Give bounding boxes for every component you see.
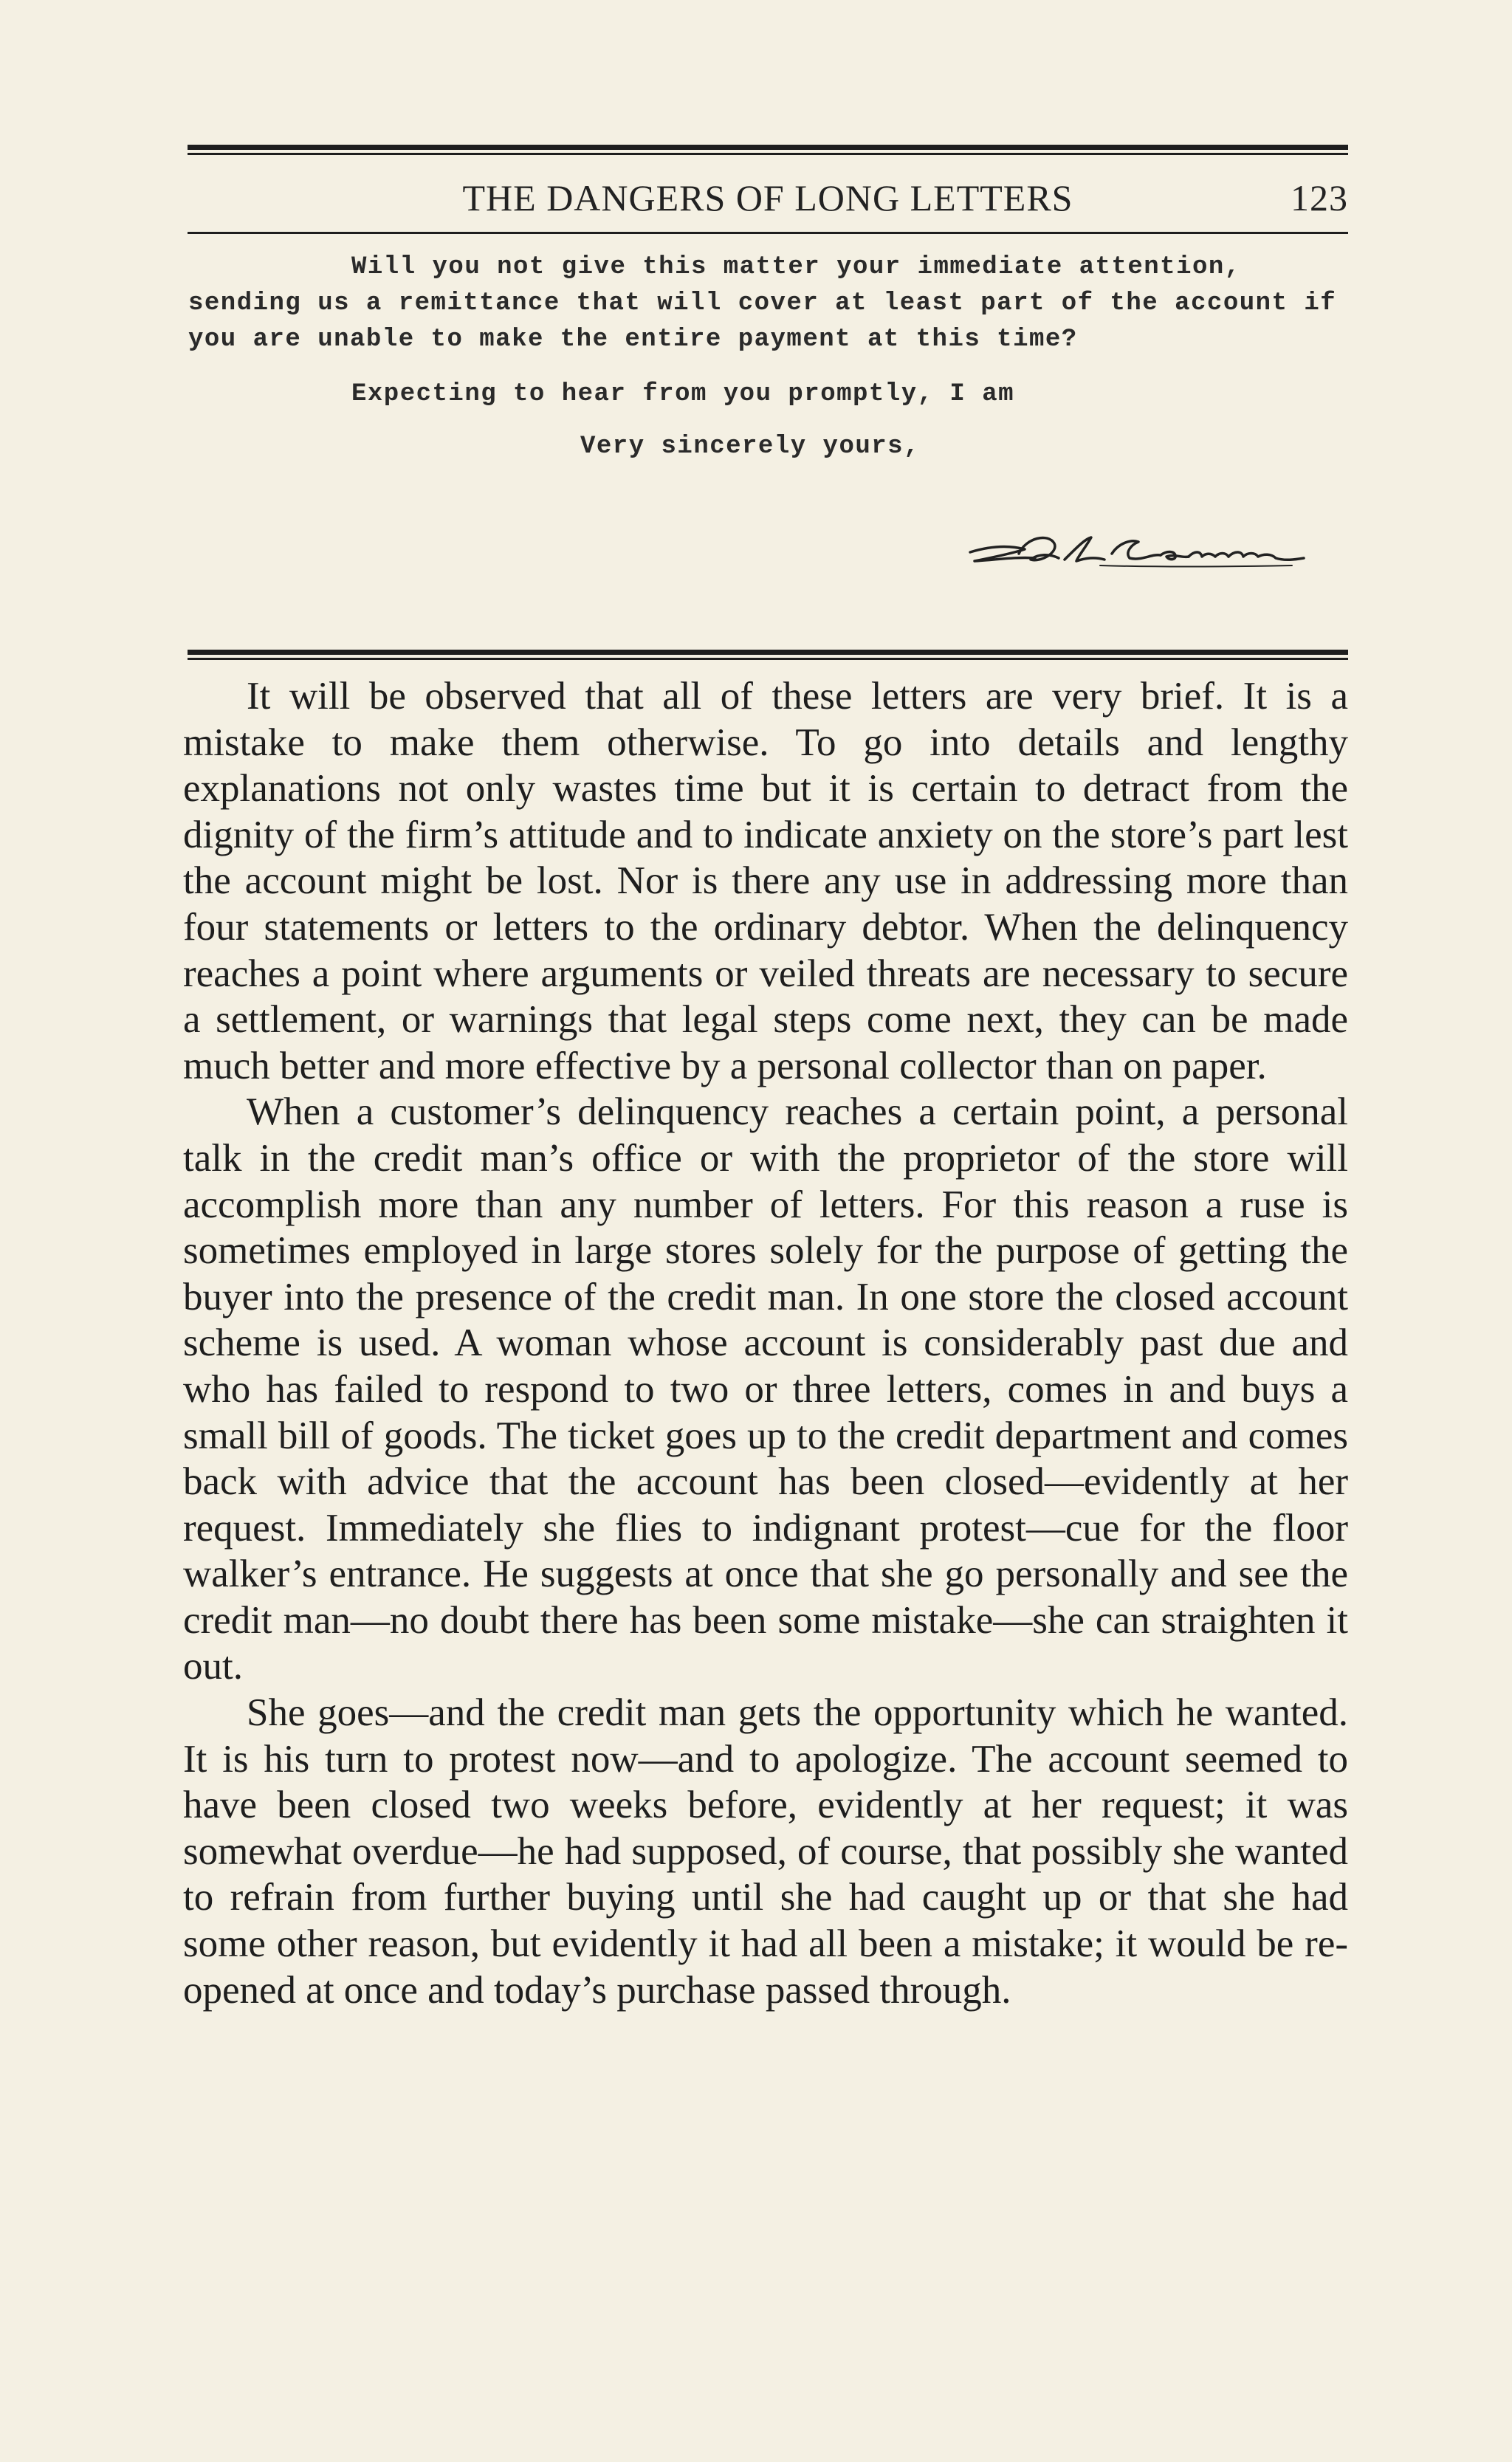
header-rule-top-thin [188,153,1348,155]
page-number: 123 [1291,177,1348,219]
body-text [183,673,1348,2013]
running-head [188,168,1348,227]
handwritten-signature [967,524,1307,576]
letter-closing: Expecting to hear from you promptly, I am [351,380,1015,408]
letter-excerpt [188,250,1348,465]
body-paragraph-2: When a customer’s delinquency reaches a certain point, a personal talk in the credit man’s office or with the proprietor of the store will accomplish more than any number of letters. For this reason a ruse is sometimes employed in large stores solely for the purpose of getting the buyer into the presence of the credit man. In one store the closed account scheme is used. A woman whose account is considerably past due and who has failed to respond to two or three letters, comes in and buys a small bill of goods. The ticket goes up to the credit department and comes back with advice that the account has been closed—evidently at her request. Immediately she flies to indignant protest—cue for the floor walker’s entrance. He suggests at once that she go personally and see the credit man—no doubt there has been some mistake—she can straighten it out. [183,1090,1348,1688]
body-paragraph-1: It will be observed that all of these letters are very brief. It is a mistake to make them otherwise. To go into details and lengthy explanations not only wastes time but it is certain to detract from the dignity of the firm’s attitude and to indicate anxiety on the store’s part lest the account might be lost. Nor is there any use in addressing more than four statements or letters to the ordinary debtor. When the delinquency reaches a point where arguments or veiled threats are necessary to secure a settlement, or warnings that legal steps come next, they can be made much better and more effective by a personal collector than on paper. [183,675,1348,1087]
letter-rule-thin [188,658,1348,660]
header-rule-bottom [188,232,1348,234]
header-rule-top [188,145,1348,150]
letter-rule-thick [188,650,1348,655]
running-title: THE DANGERS OF LONG LETTERS [462,177,1073,219]
letter-signoff: Very sincerely yours, [580,433,920,461]
body-paragraph-3: She goes—and the credit man gets the opportunity which he wanted. It is his turn to protest now—and to apologize. The account seemed to have been closed two weeks before, evidently at her request; it was somewhat overdue—he had supposed, of course, that possibly she wanted to refrain from further buying until she had caught up or that she had some other reason, but evidently it had all been a mistake; it would be re-opened at once and today’s purchase passed through. [183,1691,1348,2012]
letter-paragraph: Will you not give this matter your immediate attention, sending us a remittance that will cover at least part of the account if you are unable to make the entire payment at this time? [188,253,1337,354]
